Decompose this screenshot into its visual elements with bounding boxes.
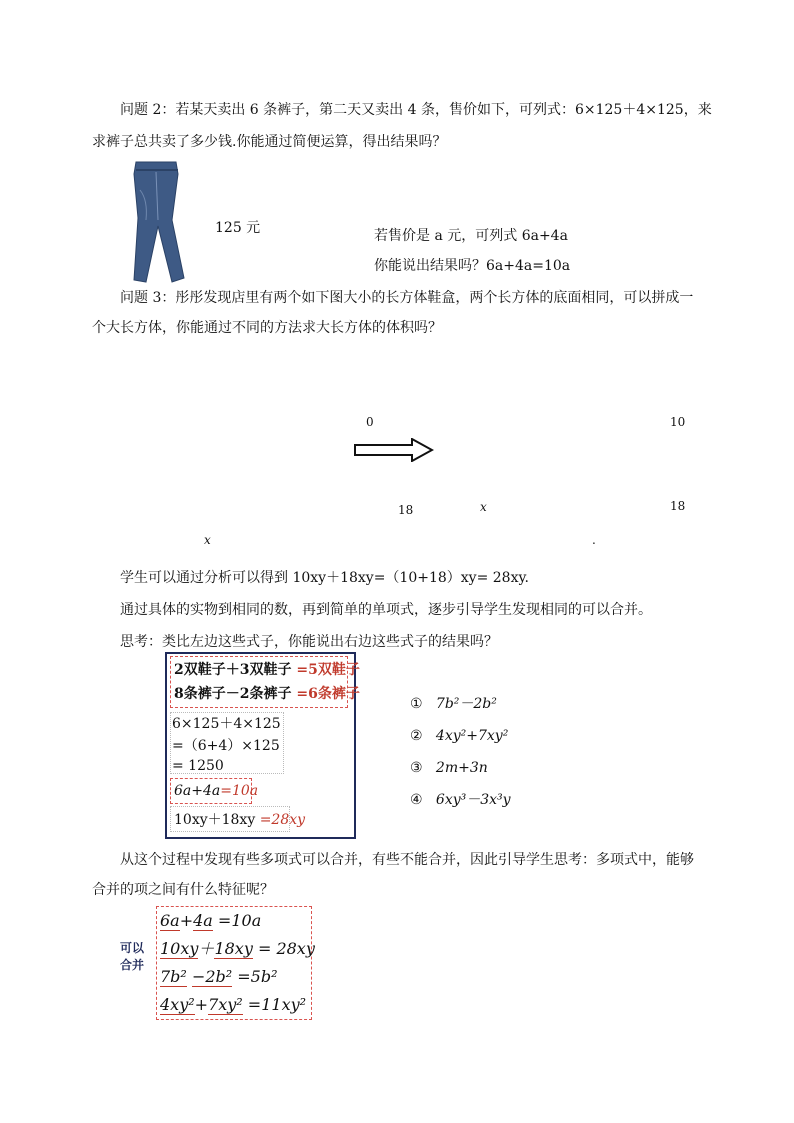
pants-expr: 8条裤子－2条裤子 =6条裤子 <box>174 686 360 702</box>
expr-a: 6a+4a=10a <box>174 783 259 799</box>
conclusion-line1: 从这个过程中发现有些多项式可以合并，有些不能合并，因此引导学生思考：多项式中，能够 <box>120 852 694 868</box>
label-0: 0 <box>366 415 374 429</box>
analysis-line3: 思考：类比左边这些式子，你能说出右边这些式子的结果吗？ <box>120 634 498 650</box>
label-dot: . <box>592 533 596 547</box>
right-arrow-icon <box>354 438 434 466</box>
label-18-b: 18 <box>670 499 686 513</box>
combine-row-3: 7b² −2b² =5b² <box>160 967 278 986</box>
q3-line1: 问题 3：彤彤发现店里有两个如下图大小的长方体鞋盒，两个长方体的底面相同，可以拼成一 <box>120 290 694 306</box>
combine-row-1: 6a+4a =10a <box>160 911 262 930</box>
price-label: 125 元 <box>215 220 261 236</box>
result-text: 你能说出结果吗？6a+4a=10a <box>374 258 571 274</box>
label-18-a: 18 <box>398 503 414 517</box>
combine-label-2: 合并 <box>120 958 145 972</box>
exercise-3: ③ 2m+3n <box>410 760 488 776</box>
q2-line1: 问题 2：若某天卖出 6 条裤子，第二天又卖出 4 条，售价如下，可列式：6×125＋4×125，来 <box>120 102 712 118</box>
combine-row-4: 4xy²+7xy² =11xy² <box>160 995 307 1014</box>
calc-line3: = 1250 <box>172 758 224 774</box>
q2-line2: 求裤子总共卖了多少钱.你能通过简便运算，得出结果吗？ <box>92 134 447 150</box>
label-x-mid: x <box>480 500 487 514</box>
exercise-2: ② 4xy²+7xy² <box>410 728 509 744</box>
label-10: 10 <box>670 415 686 429</box>
jeans-image <box>128 160 188 284</box>
exercise-4: ④ 6xy³－3x³y <box>410 792 511 808</box>
combine-label-1: 可以 <box>120 941 145 955</box>
expr-xy: 10xy＋18xy =28xy <box>174 812 306 828</box>
q3-line2: 个大长方体，你能通过不同的方法求大长方体的体积吗？ <box>92 320 442 336</box>
shoes-expr: 2双鞋子＋3双鞋子 =5双鞋子 <box>174 662 360 678</box>
exercise-1: ① 7b²－2b² <box>410 696 497 712</box>
combine-row-2: 10xy＋18xy = 28xy <box>160 939 315 958</box>
analysis-line2: 通过具体的实物到相同的数，再到简单的单项式，逐步引导学生发现相同的可以合并。 <box>120 602 652 618</box>
analysis-line1: 学生可以通过分析可以得到 10xy＋18xy=（10+18）xy= 28xy. <box>120 570 529 586</box>
conclusion-line2: 合并的项之间有什么特征呢？ <box>92 882 274 898</box>
calc-line2: =（6+4）×125 <box>172 738 280 754</box>
label-x-left: x <box>204 533 211 547</box>
calc-line1: 6×125＋4×125 <box>172 716 281 732</box>
if-price-text: 若售价是 a 元，可列式 6a+4a <box>374 228 568 244</box>
